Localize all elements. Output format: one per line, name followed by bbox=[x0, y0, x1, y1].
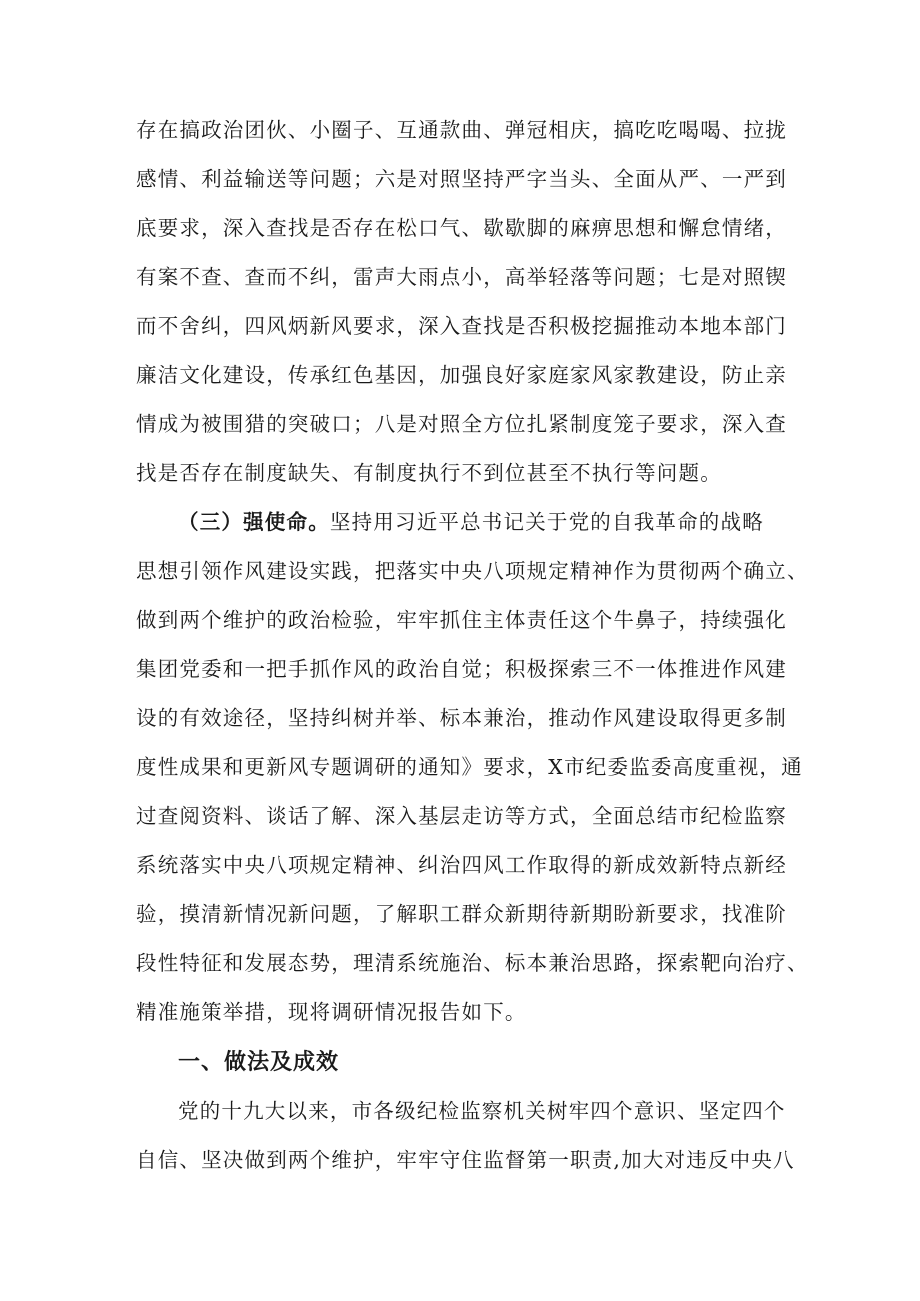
paragraph-line: 而不舍纠，四风炳新风要求，深入查找是否积极挖掘推动本地本部门 bbox=[136, 314, 787, 338]
paragraph-line: 存在搞政治团伙、小圈子、互通款曲、弹冠相庆，搞吃吃喝喝、拉拢 bbox=[136, 118, 787, 142]
paragraph-line: 做到两个维护的政治检验，牢牢抓住主体责任这个牛鼻子，持续强化 bbox=[136, 608, 787, 632]
paragraph-line: 精准施策举措，现将调研情况报告如下。 bbox=[136, 1000, 527, 1024]
paragraph-line: 验，摸清新情况新问题，了解职工群众新期待新期盼新要求，找准阶 bbox=[136, 902, 787, 926]
paragraph-line: 集团党委和一把手抓作风的政治自觉；积极探索三不一体推进作风建 bbox=[136, 657, 787, 681]
paragraph-line: 过查阅资料、谈话了解、深入基层走访等方式，全面总结市纪检监察 bbox=[136, 804, 787, 828]
paragraph-line: 底要求，深入查找是否存在松口气、歇歇脚的麻痹思想和懈怠情绪， bbox=[136, 216, 787, 240]
paragraph-line: 感情、利益输送等问题；六是对照坚持严字当头、全面从严、一严到 bbox=[136, 167, 787, 191]
paragraph-line: 段性特征和发展态势，理清系统施治、标本兼治思路，探索靶向治疗、 bbox=[136, 951, 809, 975]
paragraph-line: 党的十九大以来，市各级纪检监察机关树牢四个意识、坚定四个 bbox=[178, 1099, 786, 1123]
section-3-title: （三）强使命。 bbox=[178, 510, 330, 534]
section-3-intro: 坚持用习近平总书记关于党的自我革命的战略 bbox=[329, 510, 764, 534]
paragraph-line: 情成为被围猎的突破口；八是对照全方位扎紧制度笼子要求，深入查 bbox=[136, 412, 787, 436]
paragraph-line: 度性成果和更新风专题调研的通知》要求，X市纪委监委高度重视，通 bbox=[136, 755, 803, 779]
paragraph-line: 廉洁文化建设，传承红色基因，加强良好家庭家风家教建设，防止亲 bbox=[136, 363, 787, 387]
paragraph-line: 找是否存在制度缺失、有制度执行不到位甚至不执行等问题。 bbox=[136, 461, 722, 485]
paragraph-line: 设的有效途径，坚持纠树并举、标本兼治，推动作风建设取得更多制 bbox=[136, 706, 787, 730]
paragraph-line: 有案不查、查而不纠，雷声大雨点小，高举轻落等问题；七是对照锲 bbox=[136, 265, 787, 289]
paragraph-line: 自信、坚决做到两个维护，牢牢守住监督第一职责,加大对违反中央八 bbox=[136, 1148, 795, 1172]
section-3-first-line bbox=[178, 504, 798, 540]
paragraph-line: 思想引领作风建设实践，把落实中央八项规定精神作为贯彻两个确立、 bbox=[136, 559, 809, 583]
section-heading: 一、做法及成效 bbox=[178, 1050, 340, 1075]
paragraph-line: 系统落实中央八项规定精神、纠治四风工作取得的新成效新特点新经 bbox=[136, 853, 787, 877]
